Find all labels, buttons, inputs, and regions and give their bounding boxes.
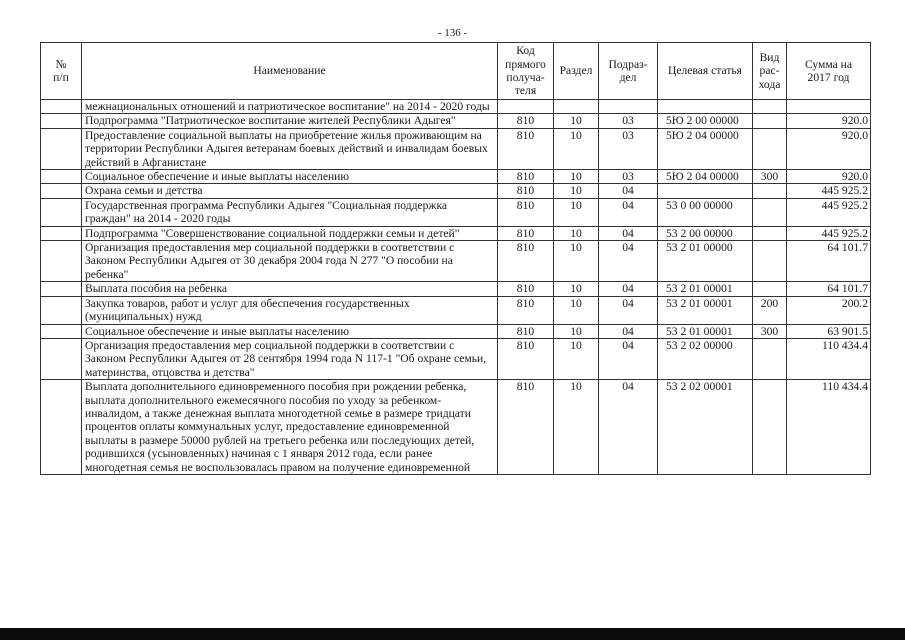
cell-name: Организация предоставления мер социальной поддержки в соответствии с Законом Республики Адыгея от 28 сентября 1994 года N 117-1 "Об охране семьи, материнства, отцовства и детства" bbox=[82, 338, 498, 379]
cell-podrazdel: 03 bbox=[599, 170, 658, 184]
cell-num bbox=[41, 114, 82, 128]
cell-sum bbox=[787, 100, 871, 114]
cell-vid bbox=[753, 114, 787, 128]
header-article: Целевая статья bbox=[658, 43, 753, 100]
cell-article: 53 2 02 00000 bbox=[658, 338, 753, 379]
table-row bbox=[41, 338, 871, 379]
cell-num bbox=[41, 296, 82, 324]
cell-num bbox=[41, 198, 82, 226]
cell-article: 53 2 02 00001 bbox=[658, 380, 753, 475]
cell-code: 810 bbox=[498, 296, 554, 324]
cell-article: 5Ю 2 04 00000 bbox=[658, 170, 753, 184]
cell-article: 53 2 01 00001 bbox=[658, 324, 753, 338]
cell-vid: 200 bbox=[753, 296, 787, 324]
header-podrazdel: Подраз- дел bbox=[599, 43, 658, 100]
cell-sum: 920.0 bbox=[787, 114, 871, 128]
cell-article: 53 2 01 00001 bbox=[658, 296, 753, 324]
cell-name: Выплата дополнительного единовременного пособия при рождении ребенка, выплата дополнительного ежемесячного пособия по уходу за ребенком-инвалидом, а также денежная выплата многодетной семье в размере тридцати процентов оплаты коммунальных услуг, предоставление единовременной выплаты в размере 50000 рублей на третьего ребенка или последующих детей, родившихся (усыновленных) начиная с 1 января 2012 года, если ранее многодетная семья не воспользовалась правом на получение единовременной bbox=[82, 380, 498, 475]
cell-podrazdel: 03 bbox=[599, 128, 658, 169]
header-row bbox=[41, 43, 871, 100]
cell-razdel: 10 bbox=[554, 241, 599, 282]
table-row bbox=[41, 296, 871, 324]
cell-code: 810 bbox=[498, 128, 554, 169]
cell-name: Подпрограмма "Патриотическое воспитание жителей Республики Адыгея" bbox=[82, 114, 498, 128]
cell-name: Подпрограмма "Совершенствование социальной поддержки семьи и детей" bbox=[82, 226, 498, 240]
header-num: № п/п bbox=[41, 43, 82, 100]
cell-article: 53 2 01 00001 bbox=[658, 282, 753, 296]
cell-code: 810 bbox=[498, 170, 554, 184]
cell-razdel: 10 bbox=[554, 324, 599, 338]
cell-code: 810 bbox=[498, 241, 554, 282]
cell-code: 810 bbox=[498, 282, 554, 296]
cell-vid bbox=[753, 184, 787, 198]
cell-name: Охрана семьи и детства bbox=[82, 184, 498, 198]
cell-sum: 110 434.4 bbox=[787, 338, 871, 379]
cell-razdel: 10 bbox=[554, 170, 599, 184]
cell-sum: 920.0 bbox=[787, 170, 871, 184]
cell-razdel: 10 bbox=[554, 114, 599, 128]
cell-podrazdel: 04 bbox=[599, 296, 658, 324]
cell-num bbox=[41, 226, 82, 240]
cell-article bbox=[658, 100, 753, 114]
cell-code: 810 bbox=[498, 184, 554, 198]
header-code: Код прямого получа- теля bbox=[498, 43, 554, 100]
cell-vid bbox=[753, 226, 787, 240]
cell-sum: 63 901.5 bbox=[787, 324, 871, 338]
cell-name: Организация предоставления мер социальной поддержки в соответствии с Законом Республики Адыгея от 30 декабря 2004 года N 277 "О пособии на ребенка" bbox=[82, 241, 498, 282]
cell-name: межнациональных отношений и патриотическое воспитание" на 2014 - 2020 годы bbox=[82, 100, 498, 114]
cell-podrazdel: 04 bbox=[599, 380, 658, 475]
cell-razdel: 10 bbox=[554, 296, 599, 324]
cell-podrazdel: 04 bbox=[599, 241, 658, 282]
header-vid: Вид рас- хода bbox=[753, 43, 787, 100]
cell-code: 810 bbox=[498, 338, 554, 379]
cell-code: 810 bbox=[498, 198, 554, 226]
table-row bbox=[41, 100, 871, 114]
table-row bbox=[41, 324, 871, 338]
cell-vid bbox=[753, 241, 787, 282]
cell-num bbox=[41, 100, 82, 114]
table-row bbox=[41, 380, 871, 475]
cell-razdel bbox=[554, 100, 599, 114]
cell-vid bbox=[753, 380, 787, 475]
cell-name: Социальное обеспечение и иные выплаты населению bbox=[82, 324, 498, 338]
cell-name: Государственная программа Республики Адыгея "Социальная поддержка граждан" на 2014 - 2020 годы bbox=[82, 198, 498, 226]
cell-num bbox=[41, 324, 82, 338]
cell-article: 5Ю 2 00 00000 bbox=[658, 114, 753, 128]
cell-podrazdel: 04 bbox=[599, 338, 658, 379]
cell-num bbox=[41, 380, 82, 475]
cell-podrazdel bbox=[599, 100, 658, 114]
table-row bbox=[41, 226, 871, 240]
page-number: - 136 - bbox=[437, 27, 468, 39]
cell-razdel: 10 bbox=[554, 198, 599, 226]
cell-name: Социальное обеспечение и иные выплаты населению bbox=[82, 170, 498, 184]
table-row bbox=[41, 198, 871, 226]
cell-sum: 445 925.2 bbox=[787, 198, 871, 226]
cell-podrazdel: 04 bbox=[599, 198, 658, 226]
cell-podrazdel: 04 bbox=[599, 184, 658, 198]
header-sum: Сумма на 2017 год bbox=[787, 43, 871, 100]
header-name: Наименование bbox=[82, 43, 498, 100]
table-row bbox=[41, 128, 871, 169]
cell-vid bbox=[753, 198, 787, 226]
budget-table bbox=[40, 42, 871, 475]
table-row bbox=[41, 282, 871, 296]
cell-code bbox=[498, 100, 554, 114]
cell-article bbox=[658, 184, 753, 198]
cell-vid: 300 bbox=[753, 324, 787, 338]
cell-sum: 920.0 bbox=[787, 128, 871, 169]
cell-article: 53 2 01 00000 bbox=[658, 241, 753, 282]
cell-num bbox=[41, 338, 82, 379]
cell-code: 810 bbox=[498, 226, 554, 240]
cell-article: 5Ю 2 04 00000 bbox=[658, 128, 753, 169]
cell-sum: 110 434.4 bbox=[787, 380, 871, 475]
cell-code: 810 bbox=[498, 380, 554, 475]
cell-name: Предоставление социальной выплаты на приобретение жилья проживающим на территории Республики Адыгея ветеранам боевых действий и инвалидам боевых действий в Афганистане bbox=[82, 128, 498, 169]
cell-vid bbox=[753, 100, 787, 114]
cell-podrazdel: 04 bbox=[599, 324, 658, 338]
cell-num bbox=[41, 184, 82, 198]
cell-razdel: 10 bbox=[554, 184, 599, 198]
cell-razdel: 10 bbox=[554, 282, 599, 296]
cell-vid: 300 bbox=[753, 170, 787, 184]
cell-article: 53 2 00 00000 bbox=[658, 226, 753, 240]
scan-edge-bar bbox=[0, 628, 905, 640]
cell-code: 810 bbox=[498, 324, 554, 338]
cell-num bbox=[41, 128, 82, 169]
cell-sum: 200.2 bbox=[787, 296, 871, 324]
cell-num bbox=[41, 282, 82, 296]
cell-vid bbox=[753, 282, 787, 296]
cell-sum: 64 101.7 bbox=[787, 241, 871, 282]
cell-code: 810 bbox=[498, 114, 554, 128]
cell-num bbox=[41, 170, 82, 184]
table-row bbox=[41, 114, 871, 128]
table-row bbox=[41, 184, 871, 198]
cell-sum: 445 925.2 bbox=[787, 226, 871, 240]
cell-sum: 64 101.7 bbox=[787, 282, 871, 296]
cell-name: Закупка товаров, работ и услуг для обеспечения государственных (муниципальных) нужд bbox=[82, 296, 498, 324]
table-row bbox=[41, 170, 871, 184]
cell-podrazdel: 04 bbox=[599, 226, 658, 240]
cell-num bbox=[41, 241, 82, 282]
cell-sum: 445 925.2 bbox=[787, 184, 871, 198]
cell-podrazdel: 03 bbox=[599, 114, 658, 128]
cell-razdel: 10 bbox=[554, 226, 599, 240]
cell-podrazdel: 04 bbox=[599, 282, 658, 296]
cell-razdel: 10 bbox=[554, 128, 599, 169]
cell-vid bbox=[753, 128, 787, 169]
table-body bbox=[41, 100, 871, 475]
cell-vid bbox=[753, 338, 787, 379]
table-row bbox=[41, 241, 871, 282]
header-razdel: Раздел bbox=[554, 43, 599, 100]
cell-razdel: 10 bbox=[554, 338, 599, 379]
cell-razdel: 10 bbox=[554, 380, 599, 475]
cell-name: Выплата пособия на ребенка bbox=[82, 282, 498, 296]
cell-article: 53 0 00 00000 bbox=[658, 198, 753, 226]
